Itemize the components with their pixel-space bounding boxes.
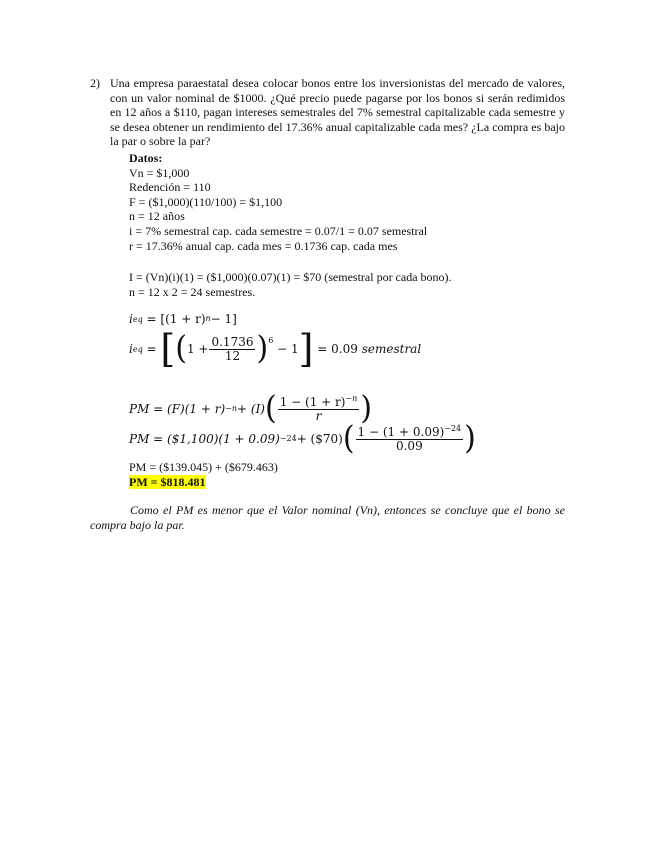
left-paren: (	[265, 390, 277, 427]
left-paren: (	[342, 420, 355, 457]
ieq-formula-1: i eq = [(1 + r) n − 1]	[129, 312, 237, 326]
datos-line-r: r = 17.36% anual cap. cada mes = 0.1736 cap. cada mes	[129, 238, 398, 253]
interest-line: I = (Vn)(i)(1) = ($1,000)(0.07)(1) = $70 (semestral por cada bono).	[129, 270, 452, 284]
conclusion-text: Como el PM es menor que el Valor nominal (Vn), entonces se concluye que el bono se compra bajo la par.	[90, 503, 565, 532]
rate-fraction: $\frac{0.1736}{12}$	[211, 334, 254, 363]
problem-statement	[90, 76, 565, 149]
pm-results	[129, 460, 278, 489]
calc-section	[129, 270, 452, 299]
right-bracket: ]	[298, 327, 314, 371]
periods-line: n = 12 x 2 = 24 semestres.	[129, 284, 256, 299]
annuity-fraction-values: $\frac{1 - (1 + 0.09)^{-24}}{0.09}$	[357, 423, 462, 453]
datos-line-i: i = 7% semestral cap. cada semestre = 0.07/1 = 0.07 semestral	[129, 223, 428, 238]
annuity-fraction: $\frac{1 - (1 + r)^{-n}}{r}$	[279, 393, 358, 423]
datos-line-n: n = 12 años	[129, 209, 185, 224]
pm-result-line: PM = $818.481	[129, 474, 206, 489]
datos-heading: Datos:	[129, 151, 163, 165]
left-bracket: [	[160, 327, 176, 371]
datos-line-redencion: Redención = 110	[129, 180, 211, 195]
problem-number: 2)	[90, 76, 100, 90]
datos-line-f: F = ($1,000)(110/100) = $1,100	[129, 194, 283, 209]
right-paren: )	[360, 390, 373, 427]
pm-formula-1: PM = (F)(1 + r) −n + (I) ( $\frac{1 - (1 + r)^{-n}}{r}$ )	[129, 390, 373, 427]
ieq-formula-2: i eq = [ ( 1 + $\frac{0.1736}{12}$ ) $^6$ − 1 ] = 0.09 semestral	[129, 327, 422, 371]
datos-line-vn: Vn = $1,000	[129, 165, 190, 180]
problem-text: Una empresa paraestatal desea colocar bonos entre los inversionistas del mercado de valores, con un valor nominal de $1000. ¿Qué precio puede pagarse por los bonos si serán redimidos en 12 años a $110, pagan intereses semestrales del 7% semestral capitalizable cada semestre y se desea obtener un rendimiento del 17.36% anual capitalizable cada mes? ¿La compra es bajo la par o sobre la par?	[110, 76, 565, 148]
datos-section	[129, 151, 427, 253]
right-paren: )	[464, 420, 476, 457]
right-paren: )	[256, 330, 269, 367]
pm-sum-line: PM = ($139.045) + ($679.463)	[129, 460, 278, 474]
pm-formula-2: PM = ($1,100)(1 + 0.09) −24 + ($70) ( $\frac{1 - (1 + 0.09)^{-24}}{0.09}$ )	[129, 420, 476, 457]
left-paren: (	[175, 330, 187, 367]
